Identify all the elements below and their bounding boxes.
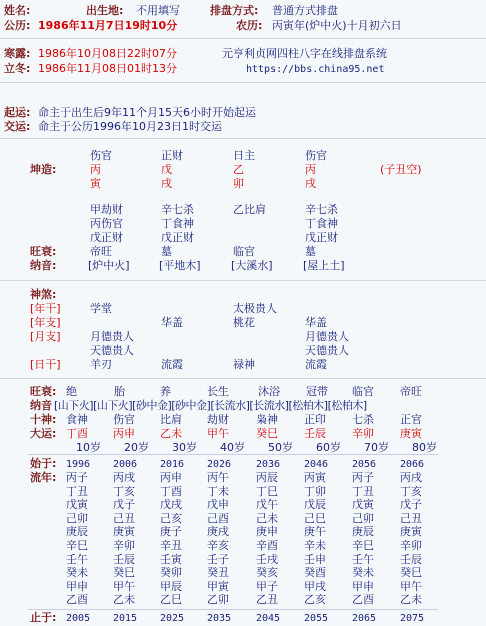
kongwang: (子丑空) (380, 163, 422, 176)
dayun-wangshuai-4: 沐浴 (258, 385, 280, 398)
dayun-wangshuai-3: 长生 (207, 385, 229, 398)
liunian-cell: 辛巳 (66, 539, 88, 552)
start-year: 2066 (400, 459, 425, 470)
stem-year: 丙 (90, 163, 101, 176)
hidden-stem: 丁食神 (161, 217, 194, 230)
dayun-6: 辛卯 (352, 427, 374, 440)
nayin-label: 纳音: (30, 259, 57, 272)
liunian-cell: 癸未 (66, 566, 88, 580)
liunian-cell: 乙巳 (160, 593, 182, 607)
dayun-3: 甲午 (207, 427, 229, 440)
liunian-cell: 丁丑 (352, 484, 374, 498)
liunian-cell: 庚辰 (352, 525, 374, 539)
branch-day: 卯 (233, 177, 244, 190)
shishen-6: 七杀 (352, 413, 374, 426)
liunian-cell: 己丑 (400, 511, 422, 525)
liunian-cell: 庚寅 (400, 525, 422, 539)
lunar-value: 丙寅年(炉中火)十月初六日 (272, 19, 402, 32)
nayin-year: [炉中火] (88, 259, 130, 272)
liunian-cell: 丁丑 (66, 484, 88, 498)
liunian-cell: 癸未 (352, 566, 374, 580)
liunian-cell: 辛卯 (113, 539, 135, 552)
dayun-1: 丙申 (113, 427, 135, 440)
liunian-cell: 丙子 (352, 471, 374, 484)
liunian-cell: 丁亥 (113, 484, 135, 498)
divider (0, 38, 486, 39)
liunian-cell: 癸巳 (400, 566, 422, 580)
liunian-cell: 庚辰 (66, 525, 88, 539)
start-year: 2036 (256, 459, 281, 470)
liunian-cell: 辛卯 (400, 539, 422, 552)
end-year: 2065 (352, 613, 377, 624)
liunian-cell: 壬辰 (400, 552, 422, 566)
liunian-cell: 戊戌 (160, 498, 182, 512)
liunian-cell: 丙午 (207, 471, 229, 484)
liunian-cell: 壬子 (207, 552, 229, 566)
liunian-cell: 丙戌 (113, 471, 135, 484)
liunian-cell: 癸卯 (160, 566, 182, 580)
hidden-stem: 甲劫财 (90, 203, 123, 216)
liunian-cell: 己未 (256, 511, 278, 525)
liunian-cell: 己酉 (207, 511, 229, 525)
shensha-item: 流霞 (161, 358, 183, 371)
age-5: 60岁 (316, 441, 341, 454)
dayun-wangshuai-1: 胎 (114, 385, 125, 398)
shensha-row-label: [年干] (30, 302, 61, 315)
dayun-5: 壬辰 (304, 427, 326, 440)
end-year: 2025 (160, 613, 185, 624)
shishen-3: 劫财 (207, 413, 229, 426)
liunian-cell: 己卯 (66, 511, 88, 525)
liunian-cell: 甲寅 (207, 579, 229, 593)
liunian-cell: 乙卯 (207, 593, 229, 607)
wangshuai-year: 帝旺 (90, 245, 112, 258)
dayun-4: 癸巳 (256, 427, 278, 440)
liunian-cell: 甲戌 (304, 579, 326, 593)
liunian-cell: 庚寅 (113, 525, 135, 539)
shensha-item: 桃花 (233, 316, 255, 329)
branch-month: 戌 (161, 177, 172, 190)
liunian-label: 流年: (30, 471, 57, 484)
shensha-item: 华盖 (161, 316, 183, 329)
liunian-cell: 壬寅 (160, 552, 182, 566)
liunian-cell: 壬午 (66, 552, 88, 566)
shishen-4: 枭神 (256, 413, 278, 426)
liunian-cell: 戊寅 (352, 498, 374, 512)
liunian-cell: 戊寅 (66, 498, 88, 512)
hidden-stem: 戊正财 (161, 231, 194, 244)
lidong-label: 立冬: (4, 62, 31, 75)
shensha-item: 月德贵人 (90, 330, 134, 343)
qiyun-label: 起运: (4, 106, 31, 119)
divider (0, 378, 486, 379)
birthplace-label: 出生地: (86, 4, 124, 17)
end-year: 2045 (256, 613, 281, 624)
start-year: 2026 (207, 459, 232, 470)
stem-hour: 丙 (305, 163, 316, 176)
end-year: 2035 (207, 613, 232, 624)
dayun-nayin: [山下火][山下火][砂中金][砂中金][长流水][长流水][松柏木][松柏木] (54, 399, 367, 412)
shensha-item: 华盖 (305, 316, 327, 329)
end-year: 2015 (113, 613, 138, 624)
liunian-cell: 庚午 (304, 525, 326, 539)
end-year: 2075 (400, 613, 425, 624)
age-0: 10岁 (76, 441, 101, 454)
dayun-wangshuai-6: 临官 (352, 385, 374, 398)
shensha-item: 流霞 (305, 358, 327, 371)
liunian-cell: 己卯 (352, 511, 374, 525)
liunian-cell: 辛未 (304, 539, 326, 552)
liunian-cell: 丁巳 (256, 484, 278, 498)
liunian-cell: 甲子 (256, 579, 278, 593)
nayin-month: [平地木] (159, 259, 201, 272)
branch-hour: 戌 (305, 177, 316, 190)
hidden-stem: 乙比肩 (233, 203, 266, 216)
liunian-cell: 丁亥 (400, 484, 422, 498)
stem-month: 戊 (161, 163, 172, 176)
start-year: 2006 (113, 459, 138, 470)
dayun-shishen-label: 十神: (30, 413, 57, 426)
shensha-item: 天德贵人 (90, 344, 134, 357)
liunian-cell: 己丑 (113, 511, 135, 525)
lidong-value: 1986年11月08日01时13分 (38, 62, 177, 75)
hidden-stem: 丙伤官 (90, 217, 123, 230)
stem-day: 乙 (233, 163, 244, 176)
liunian-cell: 戊辰 (304, 498, 326, 512)
age-6: 70岁 (364, 441, 389, 454)
start-year: 2016 (160, 459, 185, 470)
shensha-item: 禄神 (233, 358, 255, 371)
method-value: 普通方式排盘 (272, 4, 338, 17)
tengod-month: 正财 (161, 149, 183, 162)
liunian-cell: 癸亥 (256, 566, 278, 580)
shensha-item: 学堂 (90, 302, 112, 315)
shishen-0: 食神 (66, 413, 88, 426)
hidden-stem: 辛七杀 (161, 203, 194, 216)
dayun-wangshuai-0: 绝 (66, 385, 77, 398)
solar-label: 公历: (4, 19, 31, 32)
dayun-wangshuai-5: 冠带 (306, 385, 328, 398)
jiaoyun-value: 命主于公历1996年10月23日1时交运 (38, 120, 222, 133)
lunar-label: 农历: (236, 19, 263, 32)
solar-value: 1986年11月7日19时10分 (38, 19, 178, 32)
liunian-cell: 乙未 (400, 593, 422, 607)
liunian-cell: 戊子 (113, 498, 135, 512)
liunian-cell: 丁卯 (304, 484, 326, 498)
liunian-cell: 辛酉 (256, 539, 278, 552)
divider (0, 280, 486, 281)
age-1: 20岁 (124, 441, 149, 454)
liunian-cell: 甲辰 (160, 579, 182, 593)
shensha-row-label: [日干] (30, 358, 61, 371)
tengod-day: 日主 (233, 149, 255, 162)
age-3: 40岁 (220, 441, 245, 454)
shensha-item: 月德贵人 (305, 330, 349, 343)
start-label: 始于: (30, 457, 57, 470)
liunian-cell: 癸酉 (304, 566, 326, 580)
nayin-day: [大溪水] (231, 259, 273, 272)
hidden-stem: 戊正财 (305, 231, 338, 244)
liunian-cell: 乙未 (113, 593, 135, 607)
end-label: 止于: (30, 611, 57, 624)
liunian-cell: 戊子 (400, 498, 422, 512)
shishen-5: 正印 (304, 413, 326, 426)
liunian-cell: 丙辰 (256, 471, 278, 484)
birthplace-value: 不用填写 (136, 4, 180, 17)
divider (0, 138, 486, 139)
site-name: 元亨利贞网四柱八字在线排盘系统 (222, 47, 387, 60)
liunian-cell: 辛丑 (160, 539, 182, 552)
wangshuai-day: 临官 (233, 245, 255, 258)
dayun-0: 丁酉 (66, 427, 88, 440)
liunian-cell: 乙酉 (66, 593, 88, 607)
divider (28, 609, 438, 610)
hidden-stem: 戊正财 (90, 231, 123, 244)
qiyun-value: 命主于出生后9年11个月15天6小时开始起运 (38, 106, 256, 119)
dayun-nayin-label: 纳音 (30, 399, 52, 412)
liunian-cell: 辛巳 (352, 539, 374, 552)
start-year: 1996 (66, 459, 91, 470)
dayun-wangshuai-label: 旺衰: (30, 385, 57, 398)
shishen-1: 伤官 (113, 413, 135, 426)
dayun-2: 乙未 (160, 427, 182, 440)
hidden-stem: 丁食神 (305, 217, 338, 230)
liunian-cell: 己巳 (304, 511, 326, 525)
liunian-cell: 丙寅 (304, 471, 326, 484)
nayin-hour: [屋上土] (303, 259, 345, 272)
liunian-cell: 戊午 (256, 498, 278, 512)
liunian-cell: 辛亥 (207, 539, 229, 552)
liunian-cell: 壬戌 (256, 552, 278, 566)
method-label: 排盘方式: (210, 4, 259, 17)
start-year: 2046 (304, 459, 329, 470)
liunian-cell: 乙亥 (304, 593, 326, 607)
liunian-cell: 庚戌 (207, 525, 229, 539)
start-year: 2056 (352, 459, 377, 470)
age-4: 50岁 (268, 441, 293, 454)
liunian-cell: 己亥 (160, 511, 182, 525)
liunian-cell: 戊申 (207, 498, 229, 512)
liunian-cell: 庚子 (160, 525, 182, 539)
shensha-item: 太极贵人 (233, 302, 277, 315)
liunian-cell: 壬午 (352, 552, 374, 566)
site-url[interactable]: https://bbs.china95.net (246, 64, 385, 75)
liunian-cell: 乙丑 (256, 593, 278, 607)
tengod-year: 伤官 (90, 149, 112, 162)
liunian-cell: 甲午 (113, 579, 135, 593)
dayun-wangshuai-2: 养 (160, 385, 171, 398)
dayun-label: 大运: (30, 427, 57, 440)
hanlu-label: 寒露: (4, 47, 31, 60)
shishen-7: 正官 (400, 413, 422, 426)
shishen-2: 比肩 (160, 413, 182, 426)
liunian-cell: 癸巳 (113, 566, 135, 580)
dayun-7: 庚寅 (400, 427, 422, 440)
liunian-cell: 丁未 (207, 484, 229, 498)
wangshuai-month: 墓 (161, 245, 172, 258)
liunian-cell: 丙申 (160, 471, 182, 484)
name-label: 姓名: (4, 4, 31, 17)
end-year: 2055 (304, 613, 329, 624)
hanlu-value: 1986年10月08日22时07分 (38, 47, 177, 60)
liunian-cell: 甲申 (66, 579, 88, 593)
divider (28, 454, 438, 455)
liunian-cell: 甲申 (352, 579, 374, 593)
liunian-cell: 壬申 (304, 552, 326, 566)
liunian-cell: 甲午 (400, 579, 422, 593)
liunian-cell: 丙子 (66, 471, 88, 484)
liunian-cell: 癸丑 (207, 566, 229, 580)
shensha-item: 羊刃 (90, 358, 112, 371)
liunian-cell: 丁酉 (160, 484, 182, 498)
shensha-title: 神煞: (30, 288, 57, 301)
shensha-item: 天德贵人 (305, 344, 349, 357)
jiaoyun-label: 交运: (4, 120, 31, 133)
shensha-row-label: [月支] (30, 330, 61, 343)
shensha-row-label: [年支] (30, 316, 61, 329)
age-7: 80岁 (412, 441, 437, 454)
branch-year: 寅 (90, 177, 101, 190)
liunian-cell: 庚申 (256, 525, 278, 539)
liunian-cell: 壬辰 (113, 552, 135, 566)
wangshuai-label: 旺衰: (30, 245, 57, 258)
liunian-cell: 丙戌 (400, 471, 422, 484)
dayun-wangshuai-7: 帝旺 (400, 385, 422, 398)
hidden-stem: 辛七杀 (305, 203, 338, 216)
liunian-cell: 乙酉 (352, 593, 374, 607)
tengod-hour: 伤官 (305, 149, 327, 162)
end-year: 2005 (66, 613, 91, 624)
wangshuai-hour: 墓 (305, 245, 316, 258)
age-2: 30岁 (172, 441, 197, 454)
pillars-label: 坤造: (30, 163, 57, 176)
divider (0, 82, 486, 83)
